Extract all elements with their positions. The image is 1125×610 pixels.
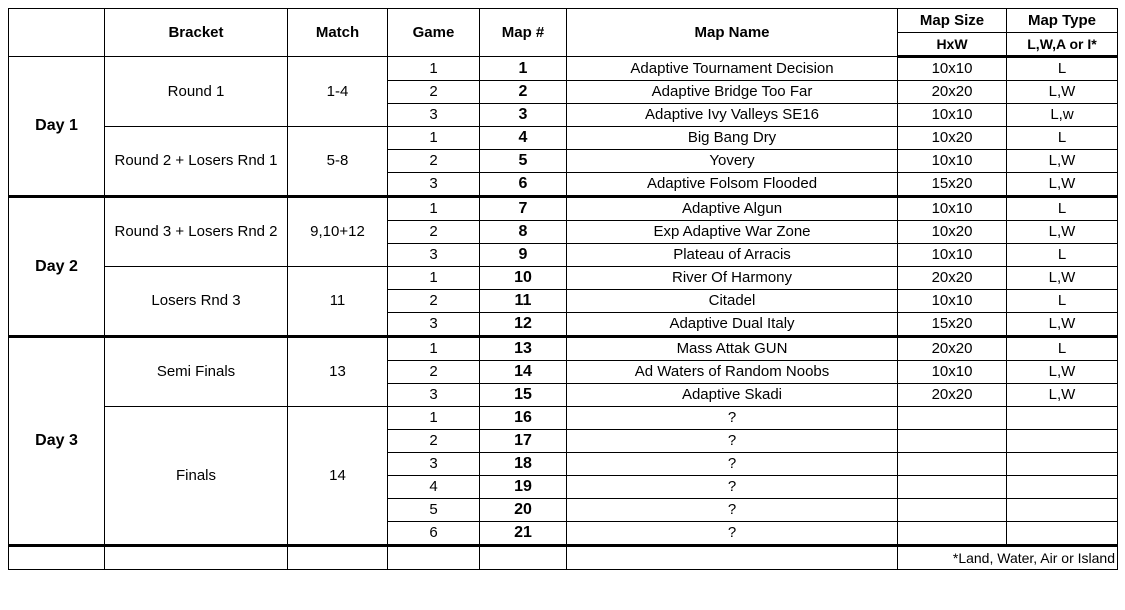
game-cell: 3: [388, 173, 480, 197]
match-cell: 13: [288, 337, 388, 407]
map-number-cell: 1: [480, 57, 567, 81]
game-cell: 2: [388, 430, 480, 453]
map-size-header: Map Size: [898, 9, 1007, 33]
footer-row: [9, 546, 1118, 570]
map-name-cell: River Of Harmony: [567, 267, 898, 290]
map-number-cell: 5: [480, 150, 567, 173]
match-header: Match: [288, 9, 388, 57]
footer-cell: [9, 546, 105, 570]
map-name-cell: ?: [567, 453, 898, 476]
map-number-cell: 18: [480, 453, 567, 476]
map-number-cell: 2: [480, 81, 567, 104]
map-type-cell: L: [1007, 337, 1118, 361]
map-number-cell: 13: [480, 337, 567, 361]
map-number-cell: 3: [480, 104, 567, 127]
map-name-cell: Adaptive Tournament Decision: [567, 57, 898, 81]
map-type-cell: [1007, 522, 1118, 546]
game-cell: 3: [388, 244, 480, 267]
map-number-cell: 6: [480, 173, 567, 197]
game-cell: 3: [388, 104, 480, 127]
corner-header: [9, 9, 105, 57]
day-label: Day 3: [9, 337, 105, 546]
map-number-header: Map #: [480, 9, 567, 57]
footer-cell: [105, 546, 288, 570]
map-name-cell: ?: [567, 430, 898, 453]
map-number-cell: 19: [480, 476, 567, 499]
map-type-cell: L,W: [1007, 361, 1118, 384]
map-number-cell: 7: [480, 197, 567, 221]
game-cell: 2: [388, 81, 480, 104]
map-size-cell: 10x10: [898, 150, 1007, 173]
map-type-cell: L,w: [1007, 104, 1118, 127]
game-cell: 2: [388, 150, 480, 173]
day-label: Day 1: [9, 57, 105, 197]
map-type-cell: L,W: [1007, 313, 1118, 337]
map-size-cell: 10x10: [898, 290, 1007, 313]
map-name-cell: Mass Attak GUN: [567, 337, 898, 361]
map-number-cell: 21: [480, 522, 567, 546]
map-size-cell: [898, 430, 1007, 453]
map-size-cell: 20x20: [898, 267, 1007, 290]
map-type-cell: L,W: [1007, 81, 1118, 104]
table-row: [9, 127, 1118, 150]
map-name-cell: ?: [567, 476, 898, 499]
map-name-cell: Adaptive Algun: [567, 197, 898, 221]
map-name-cell: Adaptive Skadi: [567, 384, 898, 407]
map-type-cell: L: [1007, 244, 1118, 267]
map-name-cell: Adaptive Bridge Too Far: [567, 81, 898, 104]
map-type-cell: L,W: [1007, 150, 1118, 173]
game-cell: 4: [388, 476, 480, 499]
map-number-cell: 10: [480, 267, 567, 290]
bracket-cell: Finals: [105, 407, 288, 546]
match-cell: 11: [288, 267, 388, 337]
map-type-footnote: *Land, Water, Air or Island: [898, 546, 1118, 570]
match-cell: 1-4: [288, 57, 388, 127]
map-size-cell: 10x20: [898, 127, 1007, 150]
map-type-cell: [1007, 453, 1118, 476]
map-size-cell: 15x20: [898, 173, 1007, 197]
map-size-cell: [898, 522, 1007, 546]
map-number-cell: 16: [480, 407, 567, 430]
match-cell: 9,10+12: [288, 197, 388, 267]
map-type-cell: L,W: [1007, 221, 1118, 244]
map-number-cell: 20: [480, 499, 567, 522]
map-size-cell: [898, 476, 1007, 499]
map-size-cell: [898, 407, 1007, 430]
map-name-cell: Exp Adaptive War Zone: [567, 221, 898, 244]
map-size-cell: [898, 453, 1007, 476]
map-size-cell: 10x10: [898, 57, 1007, 81]
game-cell: 2: [388, 361, 480, 384]
table-row: [9, 337, 1118, 361]
game-cell: 3: [388, 453, 480, 476]
map-type-cell: [1007, 476, 1118, 499]
table-row: [9, 267, 1118, 290]
map-name-cell: Yovery: [567, 150, 898, 173]
map-name-cell: ?: [567, 499, 898, 522]
game-cell: 3: [388, 384, 480, 407]
map-name-cell: Plateau of Arracis: [567, 244, 898, 267]
map-name-cell: Adaptive Dual Italy: [567, 313, 898, 337]
match-cell: 14: [288, 407, 388, 546]
map-size-cell: [898, 499, 1007, 522]
map-size-cell: 10x20: [898, 221, 1007, 244]
game-header: Game: [388, 9, 480, 57]
map-type-header: Map Type: [1007, 9, 1118, 33]
map-size-cell: 20x20: [898, 337, 1007, 361]
bracket-cell: Round 2 + Losers Rnd 1: [105, 127, 288, 197]
map-name-cell: ?: [567, 407, 898, 430]
game-cell: 1: [388, 337, 480, 361]
game-cell: 5: [388, 499, 480, 522]
tournament-schedule-table: [8, 8, 1118, 570]
map-size-cell: 20x20: [898, 384, 1007, 407]
footer-cell: [567, 546, 898, 570]
table-row: [9, 197, 1118, 221]
map-name-cell: Big Bang Dry: [567, 127, 898, 150]
map-type-cell: L: [1007, 127, 1118, 150]
map-number-cell: 11: [480, 290, 567, 313]
footer-cell: [288, 546, 388, 570]
game-cell: 2: [388, 221, 480, 244]
map-number-cell: 9: [480, 244, 567, 267]
map-type-cell: L,W: [1007, 267, 1118, 290]
map-type-cell: [1007, 499, 1118, 522]
game-cell: 1: [388, 267, 480, 290]
bracket-cell: Round 1: [105, 57, 288, 127]
map-type-cell: L,W: [1007, 384, 1118, 407]
bracket-cell: Round 3 + Losers Rnd 2: [105, 197, 288, 267]
game-cell: 3: [388, 313, 480, 337]
map-name-cell: Adaptive Folsom Flooded: [567, 173, 898, 197]
map-name-header: Map Name: [567, 9, 898, 57]
table-row: [9, 57, 1118, 81]
bracket-cell: Semi Finals: [105, 337, 288, 407]
table-row: [9, 407, 1118, 430]
day-label: Day 2: [9, 197, 105, 337]
map-type-cell: L: [1007, 197, 1118, 221]
map-name-cell: ?: [567, 522, 898, 546]
map-size-cell: 10x10: [898, 104, 1007, 127]
game-cell: 1: [388, 127, 480, 150]
map-number-cell: 17: [480, 430, 567, 453]
match-cell: 5-8: [288, 127, 388, 197]
map-type-cell: L: [1007, 57, 1118, 81]
game-cell: 1: [388, 407, 480, 430]
map-size-subheader: HxW: [898, 33, 1007, 57]
map-size-cell: 15x20: [898, 313, 1007, 337]
map-size-cell: 10x10: [898, 244, 1007, 267]
map-number-cell: 14: [480, 361, 567, 384]
map-number-cell: 4: [480, 127, 567, 150]
map-type-cell: [1007, 407, 1118, 430]
game-cell: 1: [388, 197, 480, 221]
game-cell: 2: [388, 290, 480, 313]
footer-cell: [480, 546, 567, 570]
map-name-cell: Adaptive Ivy Valleys SE16: [567, 104, 898, 127]
map-number-cell: 8: [480, 221, 567, 244]
map-number-cell: 15: [480, 384, 567, 407]
map-size-cell: 10x10: [898, 361, 1007, 384]
map-number-cell: 12: [480, 313, 567, 337]
game-cell: 1: [388, 57, 480, 81]
map-type-cell: [1007, 430, 1118, 453]
bracket-header: Bracket: [105, 9, 288, 57]
map-type-subheader: L,W,A or I*: [1007, 33, 1118, 57]
game-cell: 6: [388, 522, 480, 546]
map-name-cell: Citadel: [567, 290, 898, 313]
map-name-cell: Ad Waters of Random Noobs: [567, 361, 898, 384]
map-type-cell: L: [1007, 290, 1118, 313]
map-type-cell: L,W: [1007, 173, 1118, 197]
map-size-cell: 20x20: [898, 81, 1007, 104]
map-size-cell: 10x10: [898, 197, 1007, 221]
footer-cell: [388, 546, 480, 570]
bracket-cell: Losers Rnd 3: [105, 267, 288, 337]
